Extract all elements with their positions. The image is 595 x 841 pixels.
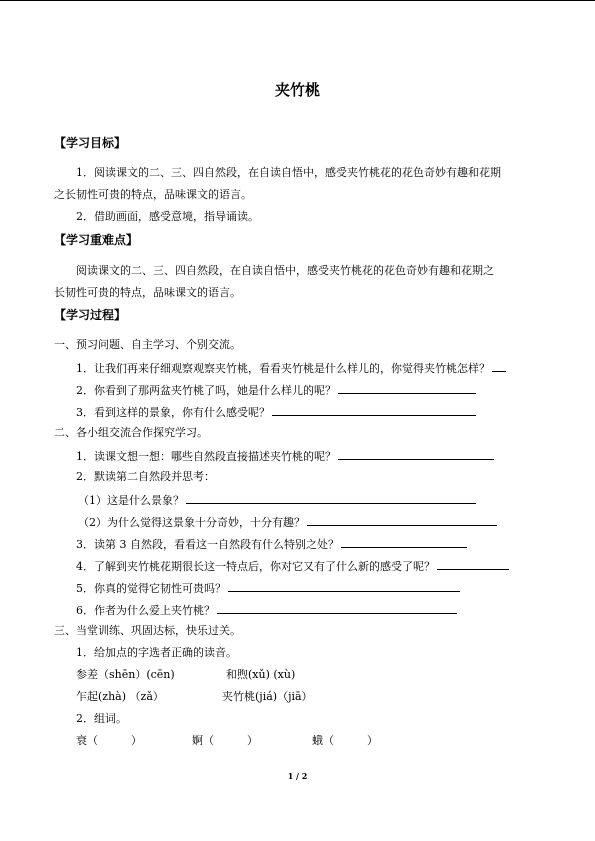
pinyin-item-4: 夹竹桃(jiá)（jiā） xyxy=(222,690,313,703)
word-item-1: 衰（ ） xyxy=(76,734,142,747)
answer-blank[interactable] xyxy=(228,580,460,592)
key-line-2: 长韧性可贵的特点，品味课文的语言。 xyxy=(54,286,241,299)
goal-1-line-2: 之长韧性可贵的特点，品味课文的语言。 xyxy=(54,188,252,201)
s2-question-2: 2．默读第二自然段并思考： xyxy=(76,470,215,483)
goal-1-line-1: 1．阅读课文的二、三、四自然段，在自读自悟中，感受夹竹桃花的花色奇妙有趣和花期 xyxy=(76,166,501,179)
s2-sub1-text: （1）这是什么景象？ xyxy=(78,494,184,507)
pinyin-item-1: 参差（shēn）(cēn) xyxy=(76,668,175,681)
page-title: 夹竹桃 xyxy=(274,81,320,99)
heading-key-points: 【学习重难点】 xyxy=(54,233,139,247)
s2-sub2-text: （2）为什么觉得这景象十分奇妙，十分有趣？ xyxy=(78,516,305,529)
answer-blank[interactable] xyxy=(338,448,494,460)
section-1-title: 一、预习问题、自主学习、个别交流。 xyxy=(54,338,241,351)
s3-question-2: 2．组词。 xyxy=(76,712,127,725)
s2-sub-1 xyxy=(78,492,476,508)
pinyin-item-2: 和煦(xǔ) (xù) xyxy=(226,668,296,681)
s1-q3-text: 3．看到这样的景象，你有什么感受呢？ xyxy=(76,406,270,419)
s2-question-5 xyxy=(76,580,460,596)
page-number: 1 / 2 xyxy=(287,771,308,781)
key-line-1: 阅读课文的二、三、四自然段，在自读自悟中，感受夹竹桃花的花色奇妙有趣和花期之 xyxy=(76,264,494,277)
answer-blank[interactable] xyxy=(492,360,506,372)
s3-question-1: 1．给加点的字选者正确的读音。 xyxy=(76,646,237,659)
s2-q4-text: 4．了解到夹竹桃花期很长这一特点后，你对它又有了什么新的感受了呢？ xyxy=(76,560,435,573)
s2-sub-2 xyxy=(78,514,497,530)
s2-q3-text: 3．读第 3 自然段，看看这一自然段有什么特别之处？ xyxy=(76,538,339,551)
s1-q2-text: 2．你看到了那两盆夹竹桃了吗，她是什么样儿的呢？ xyxy=(76,384,336,397)
pinyin-item-3: 乍起(zhà) （zǎ） xyxy=(76,690,164,703)
s2-q5-text: 5．你真的觉得它韧性可贵吗？ xyxy=(76,582,226,595)
answer-blank[interactable] xyxy=(272,404,476,416)
s2-q6-text: 6．作者为什么爱上夹竹桃？ xyxy=(76,604,215,617)
answer-blank[interactable] xyxy=(437,558,509,570)
section-3-title: 三、当堂训练、巩固达标，快乐过关。 xyxy=(54,624,241,637)
s1-question-2 xyxy=(76,382,476,398)
s1-question-1 xyxy=(76,360,506,376)
answer-blank[interactable] xyxy=(338,382,476,394)
answer-blank[interactable] xyxy=(186,492,476,504)
s2-question-6 xyxy=(76,602,457,618)
s2-question-3 xyxy=(76,536,467,552)
s2-question-4 xyxy=(76,558,509,574)
answer-blank[interactable] xyxy=(307,514,497,526)
s1-question-3 xyxy=(76,404,476,420)
answer-blank[interactable] xyxy=(341,536,467,548)
word-item-3: 蛾（ ） xyxy=(312,734,378,747)
heading-process: 【学习过程】 xyxy=(54,308,127,322)
goal-2: 2．借助画面，感受意境，指导诵读。 xyxy=(76,210,259,223)
heading-goals: 【学习目标】 xyxy=(54,136,127,150)
section-2-title: 二、各小组交流合作探究学习。 xyxy=(54,426,208,439)
word-item-2: 婀（ ） xyxy=(192,734,258,747)
s2-q1-text: 1．读课文想一想：哪些自然段直接描述夹竹桃的呢？ xyxy=(76,450,336,463)
s1-q1-text: 1．让我们再来仔细观察观察夹竹桃，看看夹竹桃是什么样儿的，你觉得夹竹桃怎样？ xyxy=(76,362,490,375)
s2-question-1 xyxy=(76,448,494,464)
answer-blank[interactable] xyxy=(217,602,457,614)
